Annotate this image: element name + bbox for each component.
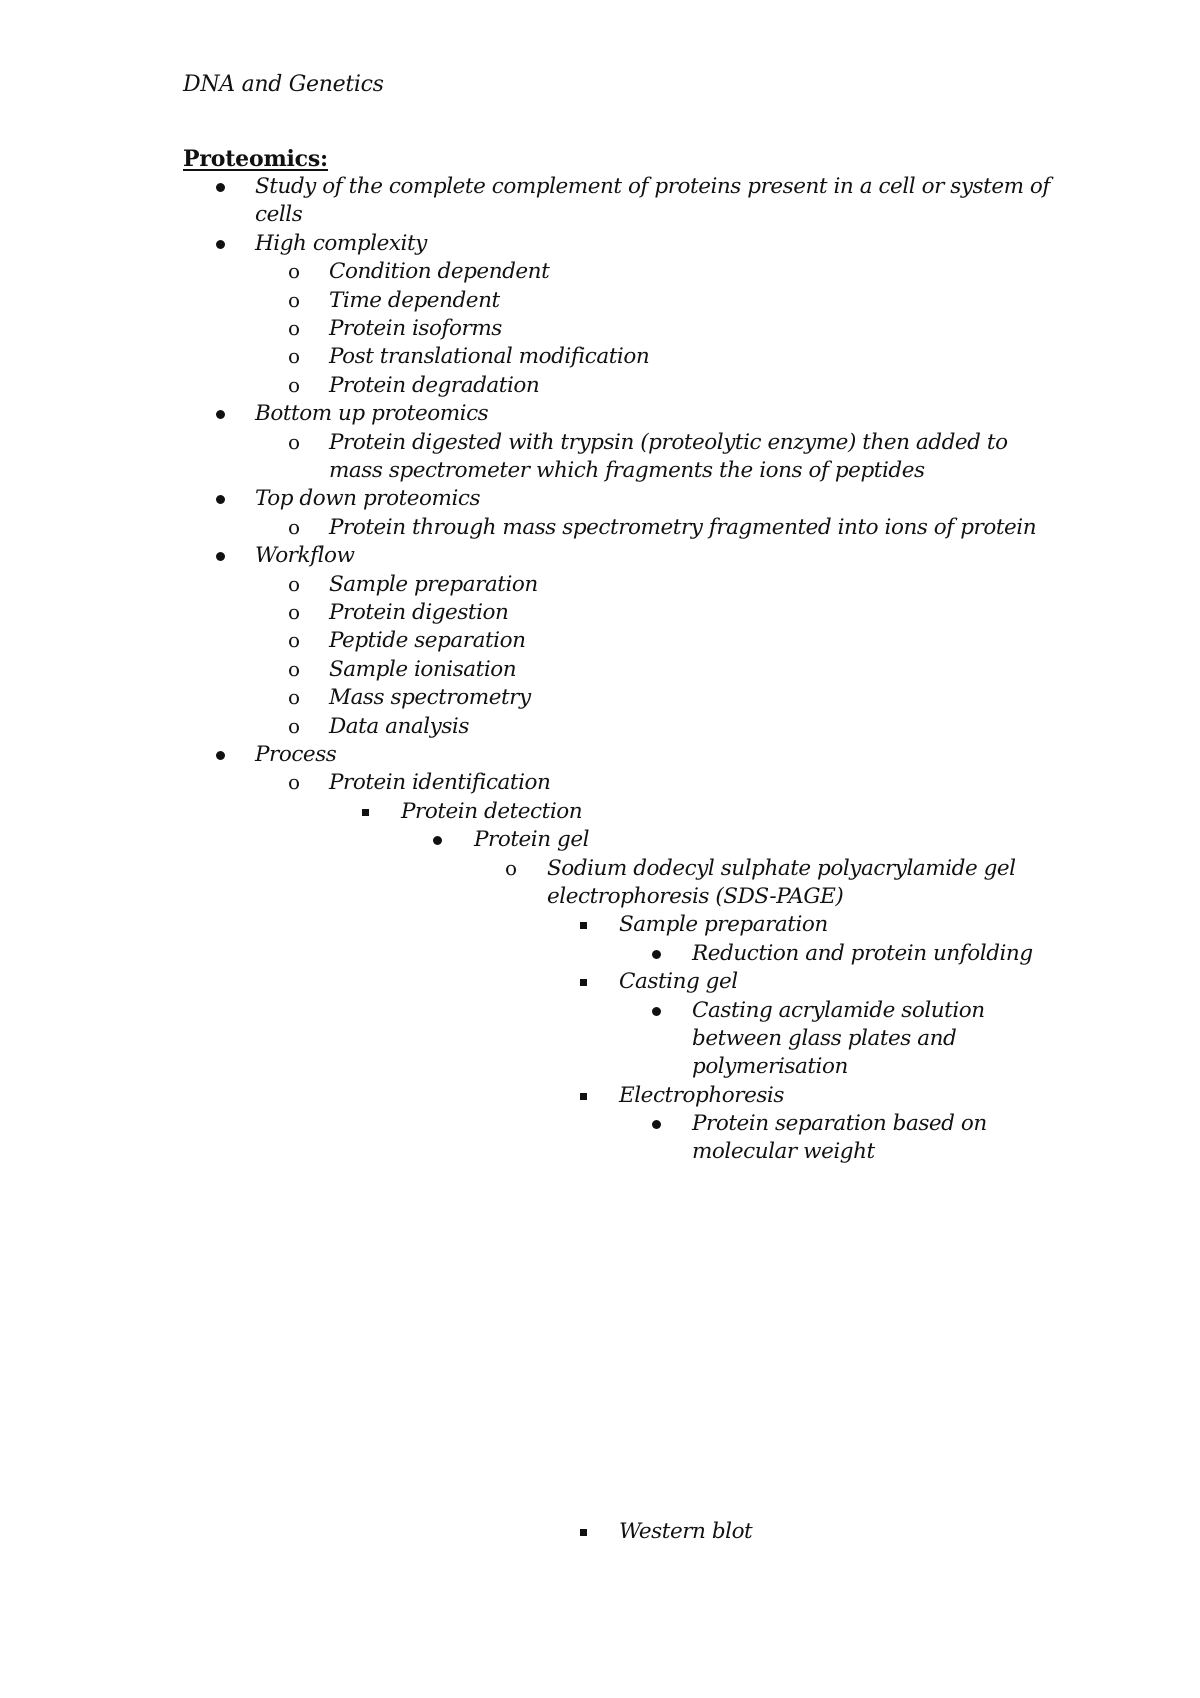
list-item [288, 713, 469, 741]
list-item [288, 343, 650, 371]
list-item [255, 741, 336, 769]
section-heading: Proteomics: [183, 146, 328, 172]
list-item-text: Bottom up proteomics [255, 401, 489, 427]
circle-bullet-icon: o [288, 372, 300, 397]
list-item [288, 599, 509, 627]
list-item-text: Post translational modification [329, 344, 650, 370]
list-item-text: Sample ionisation [329, 656, 517, 682]
disc-bullet-icon [216, 552, 225, 561]
list-item [255, 173, 1050, 229]
list-item-text: molecular weight [692, 1139, 875, 1165]
list-item [255, 485, 480, 513]
circle-bullet-icon: o [288, 600, 300, 624]
list-item-text: Top down proteomics [255, 486, 481, 512]
list-item [255, 542, 354, 570]
list-item-text: Protein degradation [329, 372, 540, 398]
list-item-text: Casting gel [619, 969, 738, 995]
list-item [288, 656, 517, 684]
list-item [288, 684, 531, 712]
list-item-text: Protein gel [474, 827, 590, 853]
list-item [619, 911, 828, 939]
list-item [619, 1082, 784, 1110]
list-item-text: Protein digested with trypsin (proteolytic enzyme) then added to [329, 429, 1008, 455]
square-bullet-icon [580, 979, 587, 986]
list-item [288, 514, 1037, 542]
list-item [288, 315, 502, 343]
circle-bullet-icon: o [288, 287, 300, 312]
list-item-text: Casting acrylamide solution [692, 997, 985, 1023]
list-item-text: Condition dependent [329, 259, 550, 285]
list-item-text: Reduction and protein unfolding [692, 940, 1033, 966]
list-item-text: Protein digestion [329, 600, 509, 625]
square-bullet-icon [362, 809, 369, 816]
circle-bullet-icon: o [505, 855, 517, 880]
list-item [692, 940, 1033, 968]
circle-bullet-icon: o [288, 685, 300, 710]
circle-bullet-icon: o [288, 514, 300, 539]
disc-bullet-icon [652, 950, 661, 959]
circle-bullet-icon: o [288, 770, 300, 795]
list-item [255, 400, 488, 428]
square-bullet-icon [580, 1093, 587, 1100]
list-item-text: Sodium dodecyl sulphate polyacrylamide gel [547, 855, 1016, 881]
disc-bullet-icon [652, 1007, 661, 1016]
list-item-text: Protein isoforms [329, 316, 502, 341]
list-item [288, 627, 526, 655]
list-item [692, 997, 985, 1081]
list-item-text: Protein detection [401, 798, 583, 824]
list-item-text: cells [255, 202, 303, 227]
disc-bullet-icon [216, 240, 225, 249]
list-item-text: Workflow [255, 543, 355, 569]
circle-bullet-icon: o [288, 344, 300, 369]
disc-bullet-icon [216, 751, 225, 760]
list-item [692, 1110, 987, 1166]
circle-bullet-icon: o [288, 316, 300, 340]
list-item [255, 230, 427, 258]
list-item-text: between glass plates and [692, 1025, 957, 1051]
list-item-text: Protein separation based on [692, 1111, 987, 1137]
list-item-text: High complexity [255, 230, 427, 256]
list-item-text: Study of the complete complement of proteins present in a cell or system of [255, 174, 1050, 199]
disc-bullet-icon [433, 836, 442, 845]
list-item-text: Process [255, 742, 337, 767]
document-header: DNA and Genetics [183, 72, 384, 97]
list-item [401, 798, 582, 826]
square-bullet-icon [580, 922, 587, 929]
list-item [288, 372, 540, 400]
list-item-western-blot [619, 1518, 752, 1546]
circle-bullet-icon: o [288, 713, 300, 738]
list-item-text: Data analysis [329, 713, 469, 739]
list-item-text: Electrophoresis [619, 1082, 784, 1108]
disc-bullet-icon [216, 495, 225, 504]
list-item [619, 968, 738, 996]
list-item-text: electrophoresis (SDS-PAGE) [547, 883, 844, 909]
list-item-text: Mass spectrometry [329, 685, 531, 711]
circle-bullet-icon: o [288, 656, 300, 681]
list-item-text: Sample preparation [329, 571, 538, 597]
list-item [474, 826, 589, 854]
list-item-text: Time dependent [329, 287, 500, 313]
list-item [288, 258, 550, 286]
list-item-text: mass spectrometer which fragments the ions of peptides [329, 457, 925, 483]
list-item-text: Peptide separation [329, 628, 526, 654]
square-bullet-icon [580, 1529, 587, 1536]
circle-bullet-icon: o [288, 429, 300, 454]
list-item [288, 769, 551, 797]
list-item [288, 571, 538, 599]
list-item-text: Protein through mass spectrometry fragmented into ions of protein [329, 514, 1037, 540]
disc-bullet-icon [216, 183, 225, 192]
circle-bullet-icon: o [288, 628, 300, 653]
disc-bullet-icon [652, 1120, 661, 1129]
circle-bullet-icon: o [288, 259, 300, 284]
disc-bullet-icon [216, 410, 225, 419]
list-item-text: Protein identification [329, 770, 551, 796]
list-item-text: Sample preparation [619, 912, 828, 938]
list-item [288, 429, 1008, 485]
circle-bullet-icon: o [288, 571, 300, 596]
list-item-text: polymerisation [692, 1053, 848, 1079]
list-item [505, 855, 1016, 911]
list-item [288, 287, 500, 315]
list-item-text: Western blot [619, 1519, 753, 1544]
